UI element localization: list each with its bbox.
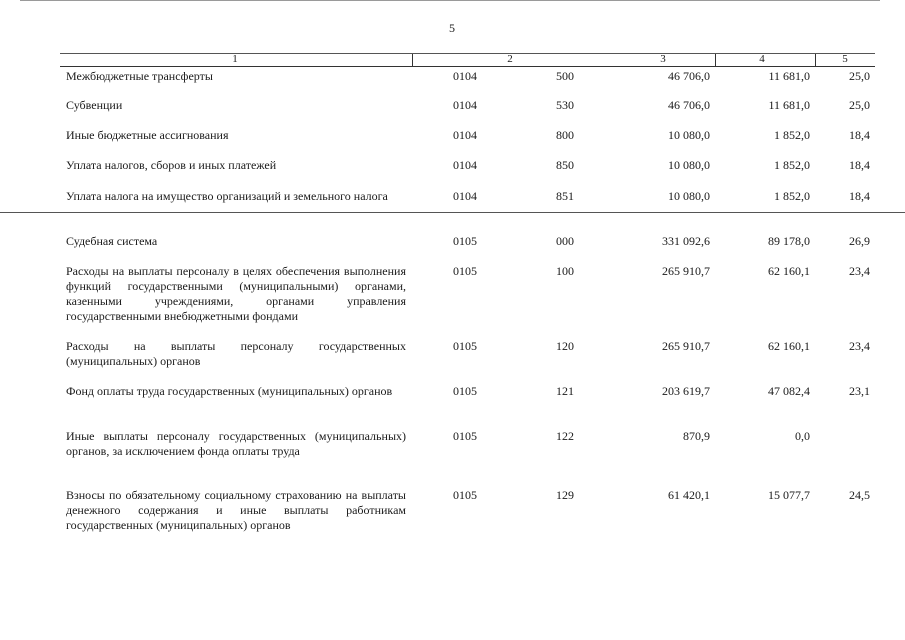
row-plan-value: 46 706,0	[668, 98, 710, 112]
row-name: Уплата налогов, сборов и иных платежей	[66, 158, 277, 172]
row-plan-value: 870,9	[683, 429, 710, 443]
row-plan-value: 61 420,1	[668, 488, 710, 502]
row-section-code: 0104	[453, 98, 477, 112]
row-name: Межбюджетные трансферты	[66, 69, 213, 83]
row-actual-value: 15 077,7	[768, 488, 810, 502]
row-name: Взносы по обязательному социальному страхованию на выплаты денежного содержания и иные выплаты работникам государственных (муниципальных) органов	[66, 488, 406, 532]
row-plan-value: 331 092,6	[662, 234, 710, 248]
row-name: Иные выплаты персоналу государственных (муниципальных) органов, за исключением фонда оплаты труда	[66, 429, 406, 458]
row-expense-code: 800	[556, 128, 574, 142]
row-actual-value: 11 681,0	[768, 98, 810, 112]
row-section-code: 0104	[453, 189, 477, 203]
row-expense-code: 000	[556, 234, 574, 248]
row-percent: 18,4	[849, 128, 870, 142]
row-expense-code: 129	[556, 488, 574, 502]
row-section-code: 0104	[453, 158, 477, 172]
column-divider	[412, 54, 413, 66]
row-expense-code: 530	[556, 98, 574, 112]
row-section-code: 0104	[453, 128, 477, 142]
table-column-header-row	[60, 54, 875, 67]
row-section-code: 0104	[453, 69, 477, 83]
row-name: Иные бюджетные ассигнования	[66, 128, 229, 142]
row-name: Судебная система	[66, 234, 158, 248]
row-section-code: 0105	[453, 264, 477, 278]
row-actual-value: 1 852,0	[774, 128, 810, 142]
row-expense-code: 120	[556, 339, 574, 353]
row-plan-value: 203 619,7	[662, 384, 710, 398]
row-section-code: 0105	[453, 488, 477, 502]
row-plan-value: 265 910,7	[662, 339, 710, 353]
row-expense-code: 100	[556, 264, 574, 278]
row-actual-value: 11 681,0	[768, 69, 810, 83]
row-actual-value: 62 160,1	[768, 339, 810, 353]
row-percent: 26,9	[849, 234, 870, 248]
row-actual-value: 1 852,0	[774, 189, 810, 203]
row-section-code: 0105	[453, 384, 477, 398]
column-header-1: 1	[232, 53, 238, 65]
row-actual-value: 47 082,4	[768, 384, 810, 398]
row-section-code: 0105	[453, 429, 477, 443]
row-plan-value: 265 910,7	[662, 264, 710, 278]
row-actual-value: 1 852,0	[774, 158, 810, 172]
row-expense-code: 121	[556, 384, 574, 398]
column-divider	[815, 54, 816, 66]
row-percent: 18,4	[849, 158, 870, 172]
row-name: Расходы на выплаты персоналу в целях обеспечения выполнения функций государственными (муниципальными) органами, казенными учреждениями, органами управления государственными внебюджетными фондами	[66, 264, 406, 323]
row-actual-value: 89 178,0	[768, 234, 810, 248]
row-name: Расходы на выплаты персоналу государственных (муниципальных) органов	[66, 339, 406, 368]
row-section-code: 0105	[453, 339, 477, 353]
row-expense-code: 850	[556, 158, 574, 172]
column-header-3: 3	[660, 53, 666, 65]
row-plan-value: 46 706,0	[668, 69, 710, 83]
row-expense-code: 122	[556, 429, 574, 443]
row-percent: 23,4	[849, 339, 870, 353]
row-actual-value: 0,0	[795, 429, 810, 443]
row-percent: 18,4	[849, 189, 870, 203]
row-percent: 23,1	[849, 384, 870, 398]
page-top-rule	[20, 0, 880, 1]
row-percent: 23,4	[849, 264, 870, 278]
row-plan-value: 10 080,0	[668, 128, 710, 142]
page-number: 5	[449, 21, 455, 35]
row-percent: 25,0	[849, 69, 870, 83]
row-actual-value: 62 160,1	[768, 264, 810, 278]
row-section-code: 0105	[453, 234, 477, 248]
row-name: Субвенции	[66, 98, 123, 112]
row-expense-code: 500	[556, 69, 574, 83]
column-header-4: 4	[759, 53, 765, 65]
column-header-2: 2	[507, 53, 513, 65]
row-plan-value: 10 080,0	[668, 189, 710, 203]
row-percent: 24,5	[849, 488, 870, 502]
column-header-5: 5	[842, 53, 848, 65]
row-name: Уплата налога на имущество организаций и земельного налога	[66, 189, 388, 203]
page-break-line	[0, 212, 905, 213]
row-expense-code: 851	[556, 189, 574, 203]
column-divider	[715, 54, 716, 66]
row-plan-value: 10 080,0	[668, 158, 710, 172]
row-name: Фонд оплаты труда государственных (муниципальных) органов	[66, 384, 393, 398]
row-percent: 25,0	[849, 98, 870, 112]
